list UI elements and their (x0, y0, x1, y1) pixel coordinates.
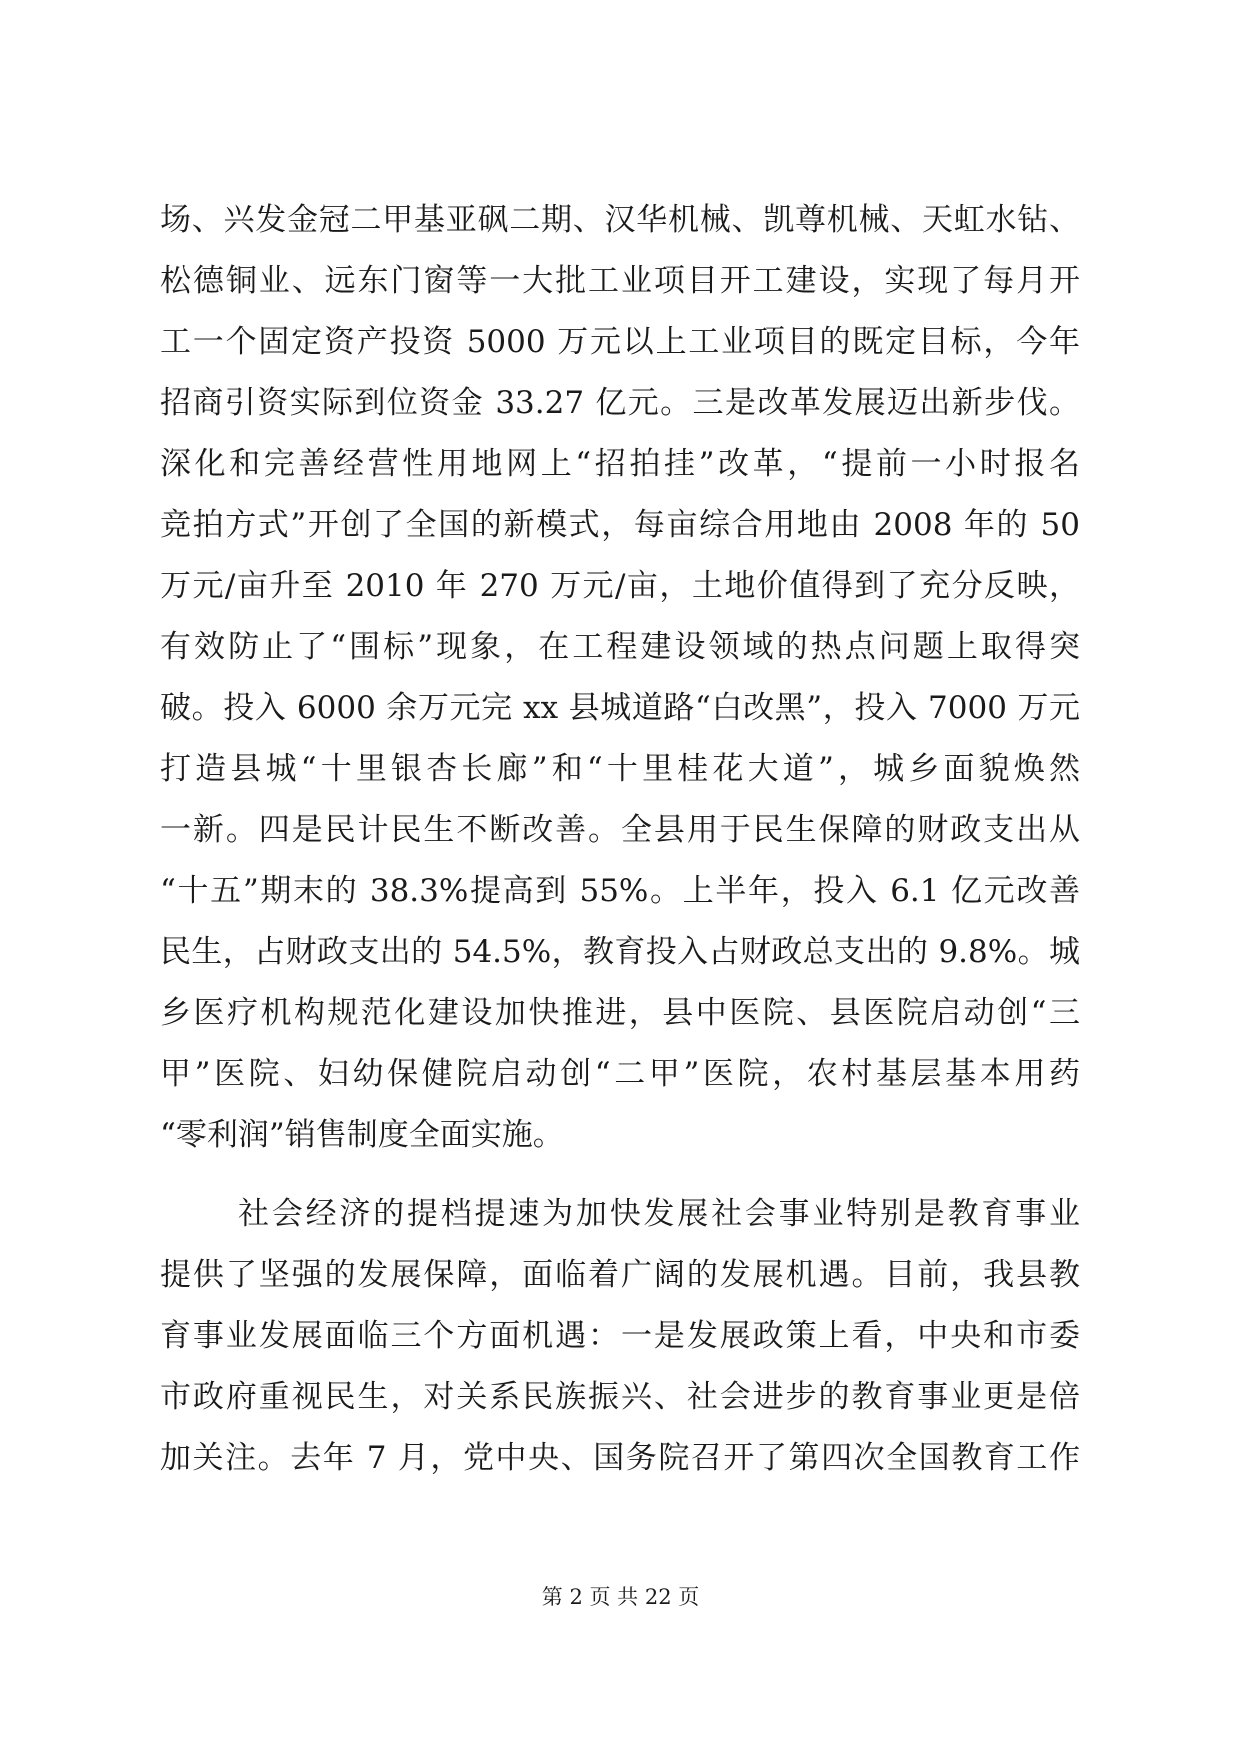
text-line: “十五”期末的 38.3%提高到 55%。上半年，投入 6.1 亿元改善 (160, 873, 1080, 909)
text-line: 万元/亩升至 2010 年 270 万元/亩，土地价值得到了充分反映， (160, 568, 1080, 604)
text-line: 招商引资实际到位资金 33.27 亿元。三是改革发展迈出新步伐。 (160, 385, 1080, 421)
paragraph-gap (160, 1166, 1080, 1184)
text-line: 提供了坚强的发展保障，面临着广阔的发展机遇。目前，我县教 (160, 1257, 1080, 1293)
text-line: 加关注。去年 7 月，党中央、国务院召开了第四次全国教育工作 (160, 1440, 1080, 1476)
page-number-footer: 第 2 页 共 22 页 (541, 1585, 700, 1609)
text-line: 场、兴发金冠二甲基亚砜二期、汉华机械、凯尊机械、天虹水钻、 (160, 202, 1080, 238)
text-line: 乡医疗机构规范化建设加快推进，县中医院、县医院启动创“三 (160, 995, 1080, 1031)
text-line: 甲”医院、妇幼保健院启动创“二甲”医院，农村基层基本用药 (160, 1056, 1080, 1092)
text-line: 竞拍方式”开创了全国的新模式，每亩综合用地由 2008 年的 50 (160, 507, 1080, 543)
text-line: “零利润”销售制度全面实施。 (160, 1117, 564, 1153)
paragraph-2 (160, 1184, 1080, 1489)
text-line: 有效防止了“围标”现象，在工程建设领域的热点问题上取得突 (160, 629, 1080, 665)
text-line: 育事业发展面临三个方面机遇：一是发展政策上看，中央和市委 (160, 1318, 1080, 1354)
text-line: 市政府重视民生，对关系民族振兴、社会进步的教育事业更是倍 (160, 1379, 1080, 1415)
paragraph-1 (160, 190, 1080, 1166)
text-line: 松德铜业、远东门窗等一大批工业项目开工建设，实现了每月开 (160, 263, 1080, 299)
text-line: 破。投入 6000 余万元完 xx 县城道路“白改黑”，投入 7000 万元 (160, 690, 1080, 726)
text-line: 社会经济的提档提速为加快发展社会事业特别是教育事业 (238, 1196, 1080, 1232)
text-line: 民生，占财政支出的 54.5%，教育投入占财政总支出的 9.8%。城 (160, 934, 1080, 970)
text-line: 打造县城“十里银杏长廊”和“十里桂花大道”，城乡面貌焕然 (160, 751, 1080, 787)
body-text (160, 190, 1080, 1489)
text-line: 深化和完善经营性用地网上“招拍挂”改革，“提前一小时报名 (160, 446, 1080, 482)
text-line: 一新。四是民计民生不断改善。全县用于民生保障的财政支出从 (160, 812, 1080, 848)
text-line: 工一个固定资产投资 5000 万元以上工业项目的既定目标，今年 (160, 324, 1080, 360)
